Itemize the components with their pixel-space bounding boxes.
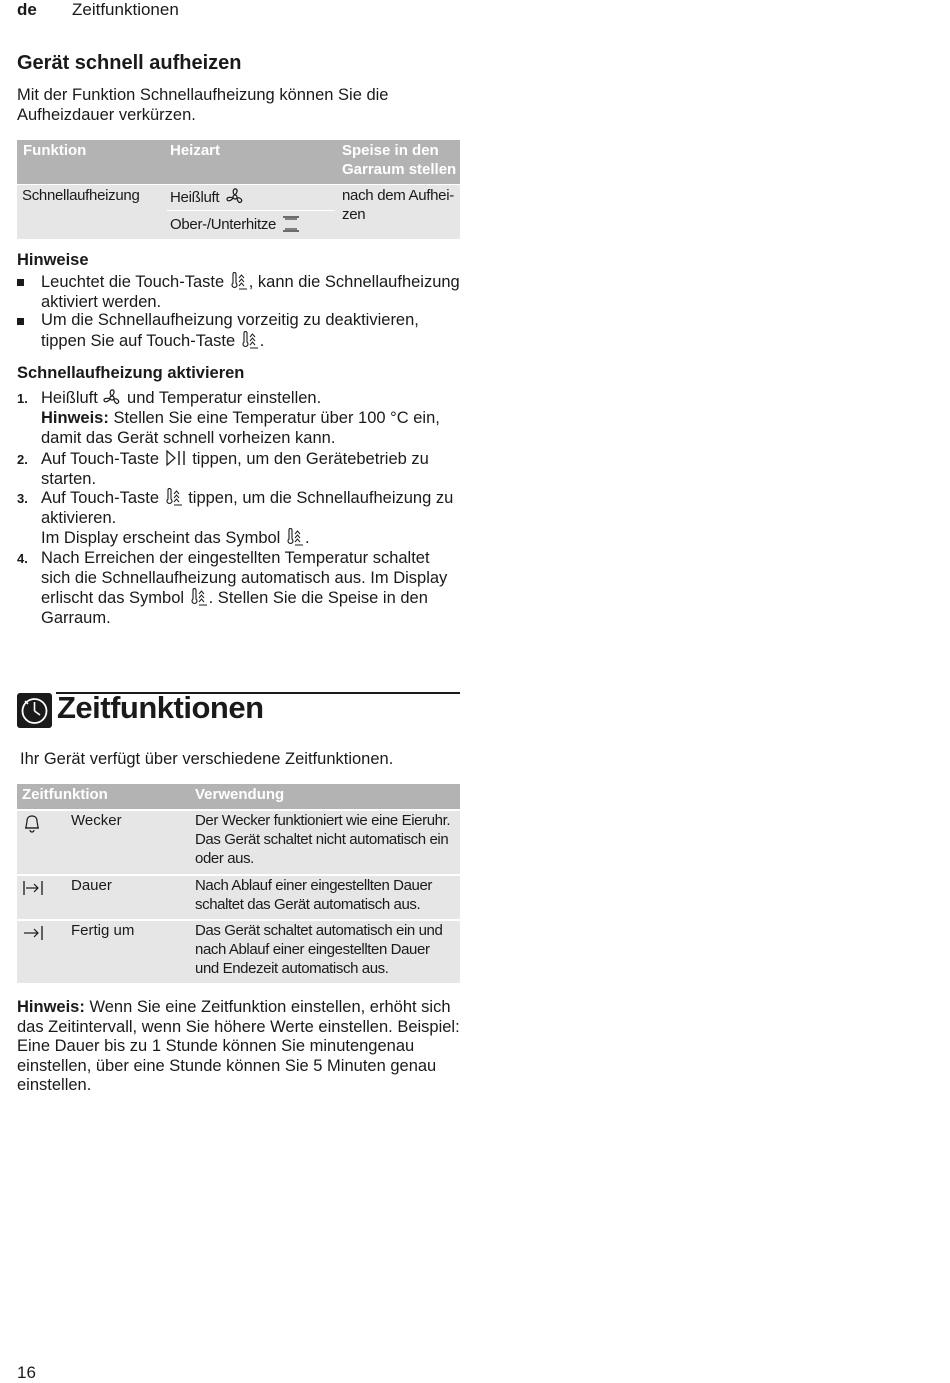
start-pause-icon	[164, 449, 188, 467]
note-paragraph	[17, 998, 462, 1096]
note-label: Hinweis:	[17, 998, 85, 1016]
function-usage: Das Gerät schaltet automatisch ein und nach Ablauf einer eingestellten Dauer und Endezeit automatisch aus.	[195, 922, 443, 977]
quick-heat-icon	[189, 588, 209, 606]
page-number: 16	[17, 1363, 36, 1382]
bullet-marker	[17, 318, 24, 325]
fan-icon	[102, 388, 122, 406]
function-name: Dauer	[71, 877, 112, 894]
step-text: Auf Touch-Taste tippen, um den Gerätebetrieb zu starten.	[41, 450, 429, 488]
time-functions-table	[17, 784, 460, 983]
heat-type-label: Heißluft	[170, 189, 220, 206]
step-text: Auf Touch-Taste tippen, um die Schnellaufheizung zu aktivieren. Im Display erscheint das Symbol .	[41, 489, 454, 547]
table-header-cell: Speise in den Garraum stellen	[342, 142, 457, 178]
step-number: 1.	[17, 391, 28, 406]
note-text: Wenn Sie eine Zeitfunktion einstellen, erhöht sich das Zeitintervall, wenn Sie höhere Werte einstellen. Beispiel: Eine Dauer bis zu 1 Stunde können Sie minutengenau einstellen, über eine Stunde können Sie 5 Minuten genau einstellen.	[17, 998, 460, 1094]
step-text: Heißluft und Temperatur einstellen. Hinweis: Stellen Sie eine Temperatur über 100 °C ein, damit das Gerät schnell vorheizen kann.	[41, 389, 440, 447]
end-time-icon	[22, 923, 44, 943]
bullet-marker	[17, 279, 24, 286]
quick-heat-icon	[229, 272, 249, 290]
table-row	[17, 874, 460, 919]
language-code: de	[17, 0, 37, 19]
function-name: Wecker	[71, 812, 122, 829]
table-header-cell: Zeitfunktion	[22, 786, 108, 803]
function-name: Fertig um	[71, 922, 135, 939]
heat-type-label: Ober-/Unterhitze	[170, 216, 277, 233]
function-cell: Schnellaufheizung	[22, 187, 140, 204]
table-header-cell: Verwendung	[195, 786, 285, 803]
subsection-heading: Schnellaufheizung aktivieren	[17, 364, 245, 382]
table-header-cell: Funktion	[23, 142, 87, 159]
step-text: Nach Erreichen der eingestellten Temperatur schaltet sich die Schnellaufheizung automatisch aus. Im Display erlischt das Symbol . Stellen Sie die Speise in den Garraum.	[41, 549, 448, 627]
table-row	[17, 809, 460, 874]
placement-cell: nach dem Aufhei-zen	[342, 187, 454, 223]
table-header-cell: Heizart	[170, 142, 221, 159]
table-row	[17, 919, 460, 983]
quick-heat-icon	[240, 331, 260, 349]
intro-paragraph: Ihr Gerät verfügt über verschiedene Zeitfunktionen.	[20, 750, 394, 768]
fan-icon	[225, 187, 245, 205]
quick-heat-icon	[164, 488, 184, 506]
heat-type-cell	[170, 187, 245, 207]
quick-heat-icon	[285, 528, 305, 546]
clock-icon	[17, 693, 52, 728]
bullet-text: Um die Schnellaufheizung vorzeitig zu deaktivieren, tippen Sie auf Touch-Taste .	[41, 311, 419, 350]
step-number: 3.	[17, 491, 28, 506]
divider	[17, 184, 460, 185]
top-bottom-heat-icon	[282, 215, 300, 233]
bullet-text: Leuchtet die Touch-Taste , kann die Schnellaufheizung aktiviert werden.	[41, 273, 460, 311]
chapter-title: Zeitfunktionen	[57, 690, 264, 725]
running-header: Zeitfunktionen	[72, 0, 179, 19]
duration-icon	[22, 878, 44, 898]
section-heading: Gerät schnell aufheizen	[17, 52, 242, 74]
step-number: 4.	[17, 551, 28, 566]
notes-heading: Hinweise	[17, 251, 89, 269]
step-number: 2.	[17, 452, 28, 467]
quick-heat-table	[17, 140, 460, 239]
heat-type-cell	[170, 215, 300, 234]
divider	[167, 210, 335, 211]
function-usage: Der Wecker funktioniert wie eine Eieruhr. Das Gerät schaltet nicht automatisch ein oder aus.	[195, 812, 451, 867]
bell-icon	[22, 813, 42, 835]
intro-paragraph: Mit der Funktion Schnellaufheizung können Sie die Aufheizdauer verkürzen.	[17, 86, 389, 124]
function-usage: Nach Ablauf einer eingestellten Dauer schaltet das Gerät automatisch aus.	[195, 877, 433, 913]
